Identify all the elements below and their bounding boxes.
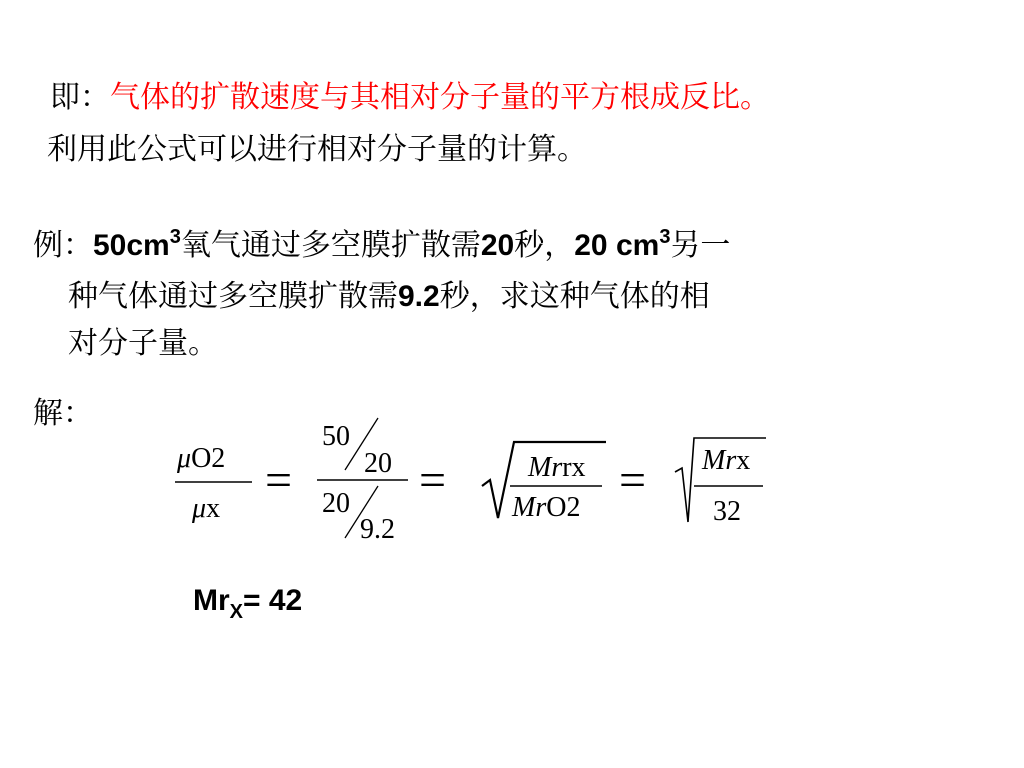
intro-line-2 [47,132,587,168]
equals-sign-1: = [265,454,293,507]
mr-symbol-den-1: Mr [512,492,547,523]
example-line-1 [33,228,730,264]
intro-line-2-text: 利用此公式可以进行相对分子量的计算。 [47,132,587,167]
value-20-bottom: 20 [322,488,350,519]
mr-symbol-num-2: Mr [702,445,737,476]
svg-text:MrO2 [511,492,580,523]
value-32: 32 [713,496,741,527]
value-9-2: 9.2 [360,514,395,545]
example-volume-2: 20 cm [574,229,660,262]
intro-statement: 气体的扩散速度与其相对分子量的平方根成反比。 [110,80,770,115]
answer-line [193,583,303,623]
o2-subscript-den: O2 [546,492,581,523]
svg-text:μx [191,493,220,524]
example-time-1: 20 [480,229,515,262]
mr-symbol-num-1: Mr [528,452,563,483]
answer-value: = 42 [243,584,303,617]
answer-prefix: Mr [193,584,230,617]
formula-svg [170,412,780,552]
example-time-2: 9.2 [398,280,440,313]
solution-label: 解： [33,396,93,431]
example-line-3-text: 对分子量。 [68,326,218,361]
intro-label: 即： [50,80,110,115]
graham-law-formula [170,412,780,552]
x-subscript-bottom: x [206,493,221,524]
mu-symbol-top: μ [177,443,192,474]
value-50: 50 [322,421,350,452]
rx-subscript: rx [562,452,586,483]
example-text-1: 氧气通过多空膜扩散需 [180,228,481,263]
value-20-top: 20 [364,448,392,479]
equals-sign-3: = [619,454,647,507]
example-line-3 [68,326,218,362]
example-volume-2-exp: 3 [659,226,671,248]
svg-text:μO2 [176,443,225,474]
x-subscript-2: x [736,445,751,476]
svg-text:Mrrx [527,452,586,483]
example-volume-1: 50cm [93,229,170,262]
example-line-2-text-b: 秒，求这种气体的相 [439,279,710,314]
intro-line-1 [50,80,770,116]
example-line-2 [68,279,710,315]
equals-sign-2: = [419,454,447,507]
svg-text:Mrx [701,445,750,476]
example-text-3: 另一 [670,228,731,263]
example-line-2-text-a: 种气体通过多空膜扩散需 [68,279,398,314]
mu-symbol-bottom: μ [192,493,207,524]
answer-subscript: X [229,601,244,623]
example-volume-1-exp: 3 [169,226,181,248]
o2-subscript-top: O2 [191,443,226,474]
example-text-2: 秒， [514,228,575,263]
example-label: 例： [33,228,93,263]
